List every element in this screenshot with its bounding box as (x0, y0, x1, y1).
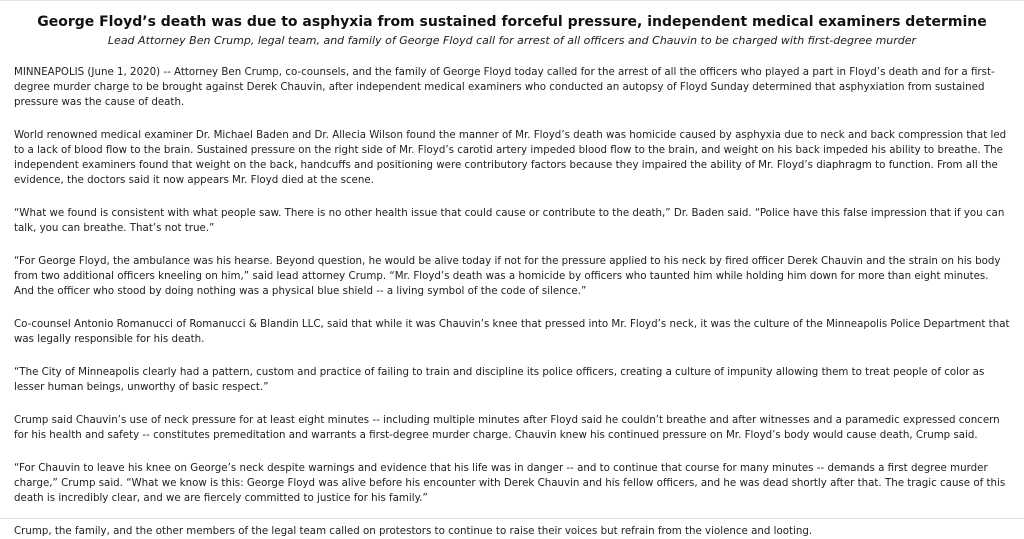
paragraph-baden-quote: “What we found is consistent with what people saw. There is no other health issue that could cause or contribute to the death,” Dr. Baden said. “Police have this false impression that if you can talk, you can breathe. That’s not true.” (14, 207, 1005, 234)
paragraph-protest-call: Crump, the family, and the other members of the legal team called on protestors to continue to raise their voices but refrain from the violence and looting. (14, 525, 813, 537)
paragraph-murder-charge-quote: “For Chauvin to leave his knee on George’s neck despite warnings and evidence that his life was in danger -- and to continue that course for many minutes -- demands a first degree murder charge,” Crump said. “What we know is this: George Floyd was alive before his encounter with Derek Chauvin and his fellow officers, and he was dead shortly after that. The tragic cause of this death is incredibly clear, and we are fiercely committed to justice for his family.” (14, 462, 1006, 504)
paragraph-crump-quote: “For George Floyd, the ambulance was his hearse. Beyond question, he would be alive today if not for the pressure applied to his neck by fired officer Derek Chauvin and the strain on his body from two additional officers kneeling on him,” said lead attorney Crump. “Mr. Floyd’s death was a homicide by officers who taunted him while holding him down for more than eight minutes. And the officer who stood by doing nothing was a physical blue shield -- a living symbol of the code of silence.” (14, 255, 1001, 297)
paragraph-neck-pressure: Crump said Chauvin’s use of neck pressure for at least eight minutes -- including multiple minutes after Floyd said he couldn’t breathe and after witnesses and a paramedic expressed concern for his health and safety -- constitutes premeditation and warrants a first-degree murder charge. Chauvin knew his continued pressure on Mr. Floyd’s body would cause death, Crump said. (14, 414, 1000, 441)
paragraph-dateline: MINNEAPOLIS (June 1, 2020) -- Attorney Ben Crump, co-counsels, and the family of George Floyd today called for the arrest of all the officers who played a part in Floyd’s death and for a first-degree murder charge to be brought against Derek Chauvin, after independent medical examiners who conducted an autopsy of Floyd Sunday determined that asphyxiation from sustained pressure was the cause of death. (14, 66, 995, 108)
paragraph-medical-findings: World renowned medical examiner Dr. Michael Baden and Dr. Allecia Wilson found the manner of Mr. Floyd’s death was homicide caused by asphyxia due to neck and back compression that led to a lack of blood flow to the brain. Sustained pressure on the right side of Mr. Floyd’s carotid artery impeded blood flow to the brain, and weight on his back impeded his ability to breathe. The independent examiners found that weight on the back, handcuffs and positioning were contributory factors because they impaired the ability of Mr. Floyd’s diaphragm to function. From all the evidence, the doctors said it now appears Mr. Floyd died at the scene. (14, 129, 1007, 186)
paragraph-romanucci: Co-counsel Antonio Romanucci of Romanucci & Blandin LLC, said that while it was Chauvin’s knee that pressed into Mr. Floyd’s neck, it was the culture of the Minneapolis Police Department that was legally responsible for his death. (14, 318, 1010, 345)
article-subheadline: Lead Attorney Ben Crump, legal team, and family of George Floyd call for arrest of all officers and Chauvin to be charged with first-degree murder (107, 34, 917, 47)
paragraph-city-quote: “The City of Minneapolis clearly had a pattern, custom and practice of failing to train and discipline its police officers, creating a culture of impunity allowing them to treat people of color as lesser human beings, unworthy of basic respect.” (14, 366, 985, 393)
article-headline: George Floyd’s death was due to asphyxia from sustained forceful pressure, independent medical examiners determine (37, 14, 987, 30)
article-body (14, 65, 1010, 539)
